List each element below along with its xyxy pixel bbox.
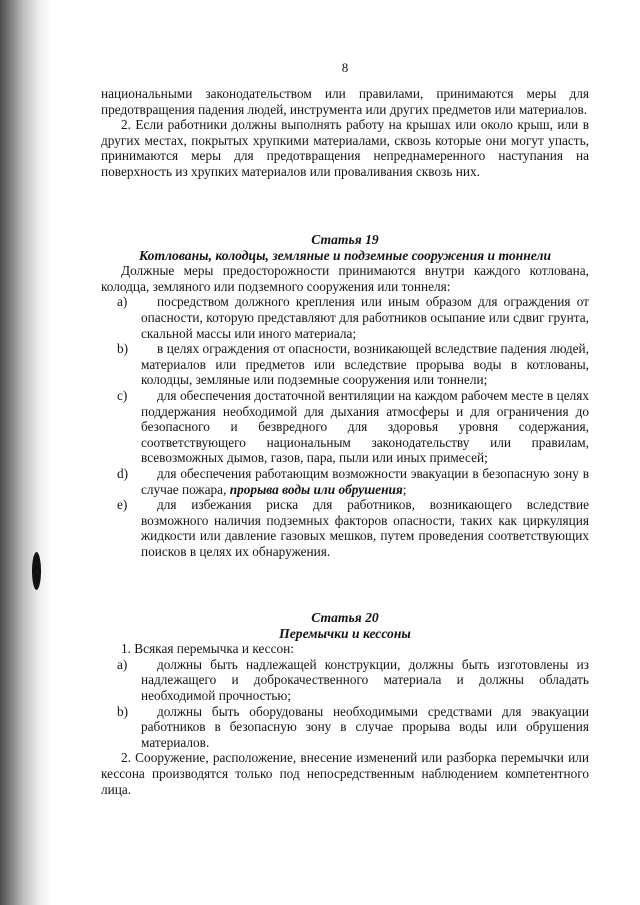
list-item-text: должны быть надлежащей конструкции, должны быть изготовлены из надлежащего и доброкачественного материала и должны обладать необходимой прочностью; xyxy=(141,656,589,703)
article-19-section xyxy=(101,232,589,559)
list-marker: a) xyxy=(117,656,128,672)
list-marker: a) xyxy=(117,294,128,310)
article-19-item-e xyxy=(101,497,589,559)
list-marker: b) xyxy=(117,341,129,357)
scan-shadow-edge xyxy=(0,0,52,905)
article-19-title: Котлованы, колодцы, земляные и подземные сооружения и тоннели xyxy=(138,247,552,263)
article-19-item-a xyxy=(101,294,589,341)
article-20-paragraph-2: 2. Сооружение, расположение, внесение изменений или разборка перемычки или кессона производятся только под непосредственным наблюдением компетентного лица. xyxy=(101,750,589,797)
intro-paragraph-2: 2. Если работники должны выполнять работу на крышах или около крыш, или в других местах, покрытых хрупкими материалами, сквозь которые они могут упасть, принимаются меры для предотвращения непреднамеренного наступания на поверхность из хрупких материалов или проваливания сквозь них. xyxy=(101,117,589,179)
article-19-lead: Должные меры предосторожности принимаются внутри каждого котлована, колодца, земляного или подземного сооружения или тоннеля: xyxy=(101,263,589,294)
list-marker: c) xyxy=(117,387,128,403)
page-number: 8 xyxy=(341,60,349,75)
list-item-text xyxy=(141,466,589,497)
scan-punch-hole-mark xyxy=(32,552,41,590)
article-20-number: Статья 20 xyxy=(311,610,379,625)
article-20-item-a xyxy=(101,657,589,704)
list-item-text: для избежания риска для работников, возникающего вследствие возможного наличия подземных факторов опасности, таких как циркуляция жидкости или давление газовых мешков, путем проведения соответствующих поисков в целях их обнаружения. xyxy=(141,497,589,559)
article-19-item-c xyxy=(101,388,589,466)
article-20-title: Перемычки и кессоны xyxy=(279,625,411,641)
list-item-text-tail: ; xyxy=(402,481,407,497)
emphasized-text: прорыва воды или обрушения xyxy=(229,481,403,497)
intro-paragraph-1: национальными законодательством или правилами, принимаются меры для предотвращения падения людей, инструмента или других предметов или материалов. xyxy=(101,86,589,117)
list-item-text: в целях ограждения от опасности, возникающей вследствие падения людей, материалов или предметов или вследствие прорыва воды в котлованы, колодцы, земляные или подземные сооружения или тоннели; xyxy=(141,341,589,388)
article-19-number: Статья 19 xyxy=(311,232,379,247)
intro-section xyxy=(101,86,589,180)
list-marker: b) xyxy=(117,703,129,719)
article-20-item-b xyxy=(101,704,589,751)
list-item-text: должны быть оборудованы необходимыми средствами для эвакуации работников в безопасную зону в случае прорыва воды или обрушения материалов. xyxy=(141,703,589,750)
article-20-lead: 1. Всякая перемычка и кессон: xyxy=(121,641,294,657)
article-19-item-b xyxy=(101,341,589,388)
list-item-text: для обеспечения достаточной вентиляции на каждом рабочем месте в целях поддержания необходимой для дыхания атмосферы и для ограничения до безопасного и безвредного для здоровья уровня содержания, соответствующего национальным законодательству или правилам, всевозможных дымов, газов, пара, пыли или иных примесей; xyxy=(141,387,589,466)
list-marker: e) xyxy=(117,497,128,513)
article-20-section xyxy=(101,610,589,797)
list-item-text: посредством должного крепления или иным образом для ограждения от опасности, которую представляют для работников осыпание или сдвиг грунта, скальной массы или иного материала; xyxy=(141,294,589,341)
article-19-item-d xyxy=(101,466,589,497)
list-marker: d) xyxy=(117,465,129,481)
list-item-text-main: для обеспечения работающим возможности эвакуации в безопасную зону в случае пожара, xyxy=(141,465,589,497)
